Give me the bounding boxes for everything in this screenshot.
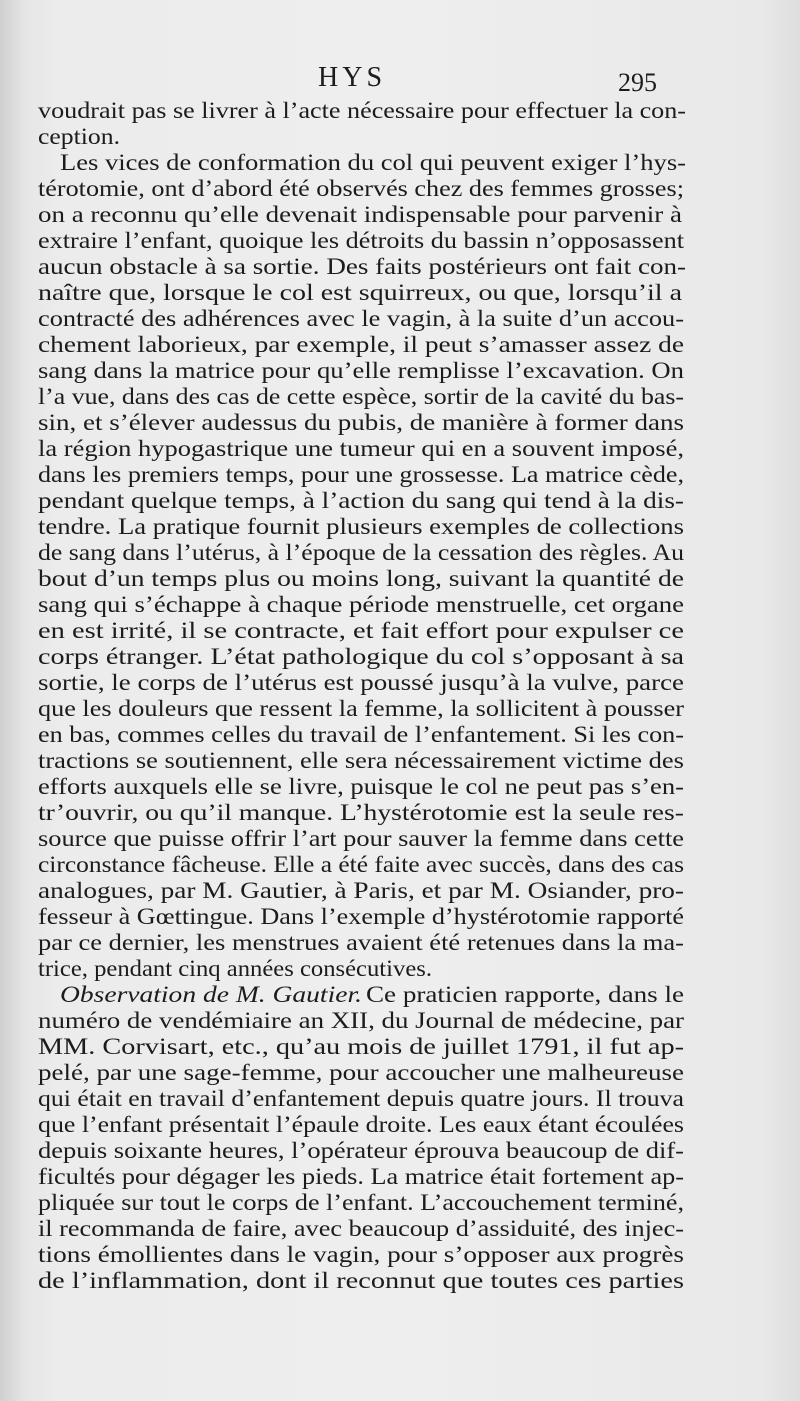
- text-line: en est irrité, il se contracte, et fait effort pour expulser ce: [38, 618, 684, 644]
- text-line: on a reconnu qu’elle devenait indispensable pour parvenir à: [38, 202, 682, 228]
- text-line: ception.: [38, 124, 120, 150]
- text-line: source que puisse offrir l’art pour sauver la femme dans cette: [38, 826, 684, 852]
- text-line: circonstance fâcheuse. Elle a été faite avec succès, dans des cas: [38, 852, 684, 878]
- text-line: Les vices de conformation du col qui peuvent exiger l’hys-: [60, 150, 686, 176]
- text-line: fesseur à Gœttingue. Dans l’exemple d’hystérotomie rapporté: [38, 904, 684, 930]
- text-line: qui était en travail d’enfantement depuis quatre jours. Il trouva: [38, 1086, 684, 1112]
- text-line: trice, pendant cinq années consécutives.: [38, 956, 432, 982]
- running-head: HYS: [318, 62, 387, 93]
- text-line: tions émollientes dans le vagin, pour s’opposer aux progrès: [38, 1242, 684, 1268]
- text-line: en bas, commes celles du travail de l’enfantement. Si les con-: [38, 722, 684, 748]
- text-line: la région hypogastrique une tumeur qui en a souvent imposé,: [38, 436, 684, 462]
- text-line: l’a vue, dans des cas de cette espèce, sortir de la cavité du bas-: [38, 384, 684, 410]
- text-line: extraire l’enfant, quoique les détroits du bassin n’opposassent: [38, 228, 684, 254]
- text-line: voudrait pas se livrer à l’acte nécessaire pour effectuer la con-: [38, 98, 686, 124]
- text-line: efforts auxquels elle se livre, puisque le col ne peut pas s’en-: [38, 774, 684, 800]
- text-line: contracté des adhérences avec le vagin, à la suite d’un accou-: [38, 306, 684, 332]
- text-line: tractions se soutiennent, elle sera nécessairement victime des: [38, 748, 684, 774]
- text-line: tendre. La pratique fournit plusieurs exemples de collections: [38, 514, 684, 540]
- text-line: que l’enfant présentait l’épaule droite. Les eaux étant écoulées: [38, 1112, 684, 1138]
- observation-heading: Observation de M. Gautier.: [60, 982, 362, 1008]
- text-line: chement laborieux, par exemple, il peut s’amasser assez de: [38, 332, 684, 358]
- text-line: MM. Corvisart, etc., qu’au mois de juillet 1791, il fut ap-: [38, 1034, 684, 1060]
- text-line: que les douleurs que ressent la femme, la sollicitent à pousser: [38, 696, 684, 722]
- text-line: sang qui s’échappe à chaque période menstruelle, cet organe: [38, 592, 684, 618]
- text-line: sortie, le corps de l’utérus est poussé jusqu’à la vulve, parce: [38, 670, 684, 696]
- text-line: analogues, par M. Gautier, à Paris, et par M. Osiander, pro-: [38, 878, 684, 904]
- text-line: de sang dans l’utérus, à l’époque de la cessation des règles. Au: [38, 540, 684, 566]
- text-line: pliquée sur tout le corps de l’enfant. L’accouchement terminé,: [38, 1190, 684, 1216]
- text-line: corps étranger. L’état pathologique du col s’opposant à sa: [38, 644, 684, 670]
- text-line: sang dans la matrice pour qu’elle remplisse l’excavation. On: [38, 358, 684, 384]
- text-line: il recommanda de faire, avec beaucoup d’assiduité, des injec-: [38, 1216, 684, 1242]
- text-line: numéro de vendémiaire an XII, du Journal de médecine, par: [38, 1008, 684, 1034]
- text-line: pelé, par une sage-femme, pour accoucher une malheureuse: [38, 1060, 684, 1086]
- page-number: 295: [618, 68, 657, 97]
- text-line: naître que, lorsque le col est squirreux, ou que, lorsqu’il a: [38, 280, 682, 306]
- page-header: [0, 62, 800, 98]
- text-line: bout d’un temps plus ou moins long, suivant la quantité de: [38, 566, 684, 592]
- text-line: de l’inflammation, dont il reconnut que toutes ces parties: [38, 1268, 684, 1294]
- text-line: Ce praticien rapporte, dans le: [366, 982, 684, 1008]
- text-line: aucun obstacle à sa sortie. Des faits postérieurs ont fait con-: [38, 254, 686, 280]
- text-line: par ce dernier, les menstrues avaient été retenues dans la ma-: [38, 930, 684, 956]
- text-line: depuis soixante heures, l’opérateur éprouva beaucoup de dif-: [38, 1138, 684, 1164]
- text-line: tr’ouvrir, ou qu’il manque. L’hystérotomie est la seule res-: [38, 800, 684, 826]
- text-line: térotomie, ont d’abord été observés chez des femmes grosses;: [38, 176, 684, 202]
- text-line: ficultés pour dégager les pieds. La matrice était fortement ap-: [38, 1164, 684, 1190]
- text-line: pendant quelque temps, à l’action du sang qui tend à la dis-: [38, 488, 684, 514]
- text-line: sin, et s’élever audessus du pubis, de manière à former dans: [38, 410, 684, 436]
- text-line: dans les premiers temps, pour une grossesse. La matrice cède,: [38, 462, 684, 488]
